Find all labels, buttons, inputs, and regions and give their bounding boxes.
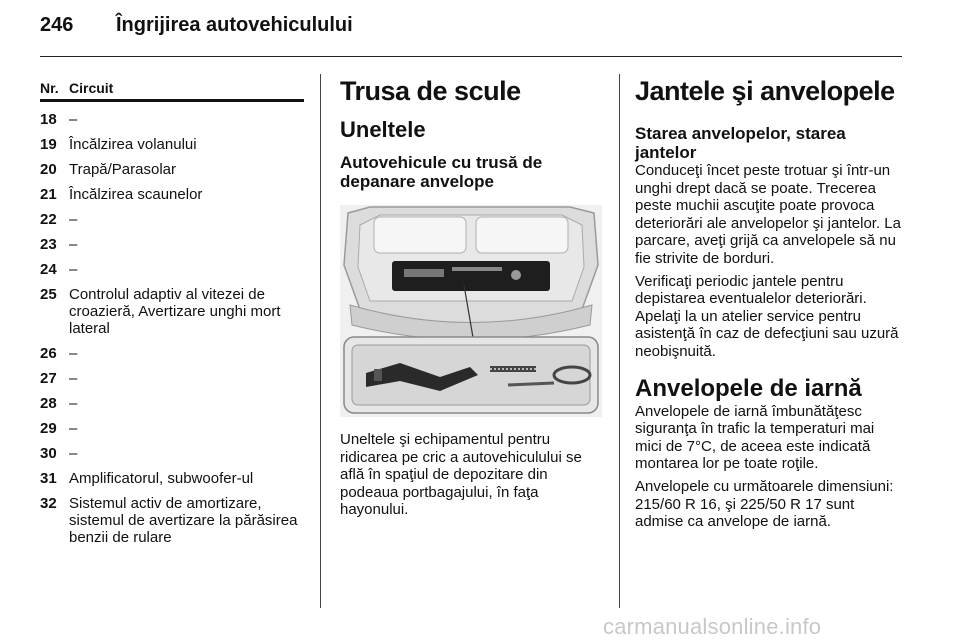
fuse-number: 24: [40, 261, 57, 278]
fuse-table-row: [40, 345, 304, 362]
fuse-number: 19: [40, 136, 57, 153]
fuse-circuit: –: [69, 211, 78, 228]
winter-tyres-paragraph-1: Anvelopele de iarnă îmbunătăţesc siguranţa în trafic la temperaturi mai mici de 7°C, de aceea este indicată montarea lor pe toate roţile.: [635, 402, 875, 473]
fuse-number: 29: [40, 420, 57, 437]
fuse-number: 32: [40, 495, 57, 512]
section-title-toolkit: Trusa de scule: [340, 76, 521, 106]
fuse-number: 22: [40, 211, 57, 228]
fuse-circuit: –: [69, 445, 78, 462]
fuse-number: 20: [40, 161, 57, 178]
fuse-circuit: Controlul adaptiv al vitezei de croazieră, Avertizare unghi mort lateral: [69, 286, 281, 337]
fuse-table-row: [40, 445, 304, 462]
fuse-table-row: [40, 370, 304, 387]
fuse-number: 25: [40, 286, 57, 303]
winter-tyres-paragraph-2: Anvelopele cu următoarele dimensiuni: 215/60 R 16, şi 225/50 R 17 sunt admise ca anvelope de iarnă.: [635, 477, 894, 531]
header-rule: [40, 56, 902, 57]
fuse-table-row: [40, 470, 304, 487]
fuse-header-rule: [40, 99, 304, 102]
section-title-wheels-tyres: Jantele şi anvelopele: [635, 76, 895, 106]
fuse-circuit: Trapă/Parasolar: [69, 161, 176, 178]
page-header: [40, 14, 920, 48]
fuse-circuit: –: [69, 370, 78, 387]
fuse-number: 27: [40, 370, 57, 387]
fuse-table-row: [40, 161, 304, 178]
wheels-tyres-section: [635, 76, 905, 531]
page-number: 246: [40, 14, 74, 36]
fuse-table-row: [40, 136, 304, 153]
fuse-circuit: Încălzirea volanului: [69, 136, 197, 153]
fuse-circuit: –: [69, 395, 78, 412]
fuse-table-row: [40, 420, 304, 437]
fuse-table-row: [40, 186, 304, 203]
fuse-number: 23: [40, 236, 57, 253]
fuse-number: 21: [40, 186, 57, 203]
toolkit-section: [340, 76, 606, 191]
watermark: carmanualsonline.info: [603, 614, 822, 639]
subsection-title-winter-tyres: Anvelopele de iarnă: [635, 374, 862, 402]
fuse-number: 28: [40, 395, 57, 412]
fuse-circuit: –: [69, 111, 78, 128]
fuse-table-row: [40, 495, 304, 546]
fuse-table-header: [40, 80, 304, 98]
fuse-circuit: Sistemul activ de amortizare, sistemul de avertizare la părăsirea benzii de rulare: [69, 495, 298, 546]
trunk-tools-illustration: [340, 205, 602, 417]
fuse-table-row: [40, 395, 304, 412]
fuse-circuit: –: [69, 261, 78, 278]
tyre-condition-paragraph-2: Verificaţi periodic jantele pentru depistarea eventualelor deteriorări. Apelaţi la un atelier service pentru asistenţă în caz de defecţiuni sau uzură neobişnuită.: [635, 272, 899, 360]
fuse-number: 30: [40, 445, 57, 462]
fuse-circuit: –: [69, 236, 78, 253]
fuse-circuit: Încălzirea scaunelor: [69, 186, 203, 203]
fuse-circuit: –: [69, 420, 78, 437]
col-circuit-header: Circuit: [69, 80, 114, 96]
fuse-table-row: [40, 286, 304, 337]
fuse-rows: [40, 111, 304, 546]
column-divider: [320, 74, 321, 608]
fuse-table-row: [40, 236, 304, 253]
fuse-table-row: [40, 261, 304, 278]
subsection-title-tools: Uneltele: [340, 117, 426, 142]
subsection-title-tyre-condition: Starea anvelopelor, starea jantelor: [635, 124, 846, 162]
fuse-circuit: Amplificatorul, subwoofer-ul: [69, 470, 254, 487]
col-nr-header: Nr.: [40, 80, 59, 96]
page-title: Îngrijirea autovehiculului: [116, 14, 353, 36]
fuse-number: 18: [40, 111, 57, 128]
column-divider: [619, 74, 620, 608]
fuse-number: 31: [40, 470, 57, 487]
fuse-table-row: [40, 111, 304, 128]
fuse-number: 26: [40, 345, 57, 362]
fuse-circuit: –: [69, 345, 78, 362]
toolkit-caption: Uneltele şi echipamentul pentru ridicarea pe cric a autovehiculului se află în spaţiul de depozitare din podeaua portbagajului, în faţa hayonului.: [340, 431, 582, 519]
fuse-table-row: [40, 211, 304, 228]
tyre-condition-paragraph-1: Conduceţi încet peste trotuar şi într-un unghi drept dacă se poate. Trecerea peste muchii ascuţite poate provoca deteriorări ale anvelopelor şi jantelor. La parcare, aveţi grijă ca anvelopele să nu fie strivite de borduri.: [635, 162, 901, 267]
fuse-table: [40, 80, 304, 546]
subsection-title-repair-kit: Autovehicule cu trusă de depanare anvelope: [340, 153, 543, 191]
